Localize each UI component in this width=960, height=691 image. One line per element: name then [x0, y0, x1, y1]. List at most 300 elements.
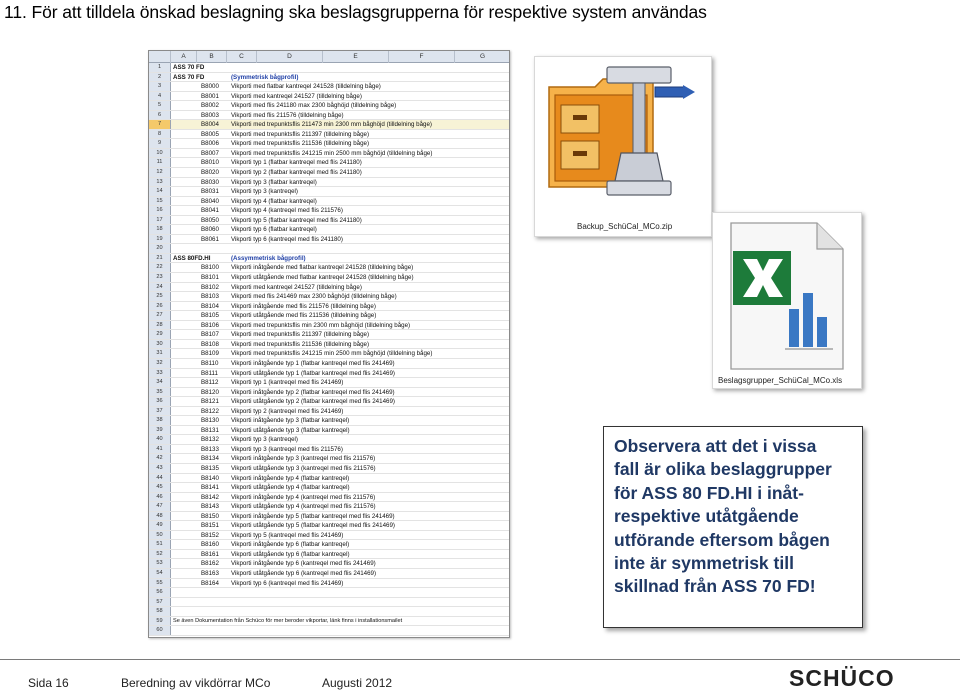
column-header: C: [227, 51, 257, 63]
cell-c1: [171, 445, 197, 454]
row-number: 60: [149, 626, 171, 635]
cell-c1: [171, 273, 197, 282]
row-number: 28: [149, 321, 171, 330]
page-heading: 11. För att tilldela önskad beslagning ska beslagsgrupperna för respektive system användas: [4, 2, 707, 22]
table-row: [149, 111, 509, 121]
cell-c1: [171, 330, 197, 339]
cell-c2: B8142: [201, 493, 219, 501]
cell-c3: Vikporti utåtgående typ 2 (flatbar kantreqel med flis 241469): [231, 398, 395, 406]
cell-c1: [171, 225, 197, 234]
cell-c3: Vikporti typ 3 (kantreqel med flis 211576): [231, 445, 343, 453]
row-number: 17: [149, 216, 171, 225]
table-row: [149, 512, 509, 522]
cell-c2: B8134: [201, 455, 219, 463]
row-number: 12: [149, 168, 171, 177]
cell-c3: Vikporti typ 3 (flatbar kantreqel): [231, 178, 317, 186]
table-row: [149, 235, 509, 245]
cell-c1: [171, 340, 197, 349]
cell-c2: B8102: [201, 283, 219, 291]
cell-c2: B8050: [201, 216, 219, 224]
row-number: 57: [149, 598, 171, 607]
cell-c3: Vikporti utåtgående typ 6 (flatbar kantreqel): [231, 550, 350, 558]
row-number: 27: [149, 311, 171, 320]
row-number: 1: [149, 63, 171, 72]
cell-c1: [171, 197, 197, 206]
table-row: [149, 369, 509, 379]
cell-c2: B8007: [201, 149, 219, 157]
table-row: [149, 445, 509, 455]
cell-c1: [171, 569, 197, 578]
corner-cell: [149, 51, 171, 63]
table-row: [149, 359, 509, 369]
cell-c3: Vikporti inåtgående typ 3 (kantreqel med flis 211576): [231, 455, 376, 463]
row-number: 34: [149, 378, 171, 387]
cell-c3: Vikporti inåtgående typ 4 (flatbar kantreqel): [231, 474, 350, 482]
cell-c1: [171, 130, 197, 139]
cell-c2: B8131: [201, 426, 219, 434]
cell-c2: B8151: [201, 522, 219, 530]
table-row: [149, 607, 509, 617]
table-row: [149, 435, 509, 445]
spreadsheet-screenshot: [148, 50, 510, 638]
cell-c3: Vikporti med trepunktsflis 211536 (tilldelning båge): [231, 340, 370, 348]
cell-c1: [171, 302, 197, 311]
row-number: 15: [149, 197, 171, 206]
cell-c2: B8160: [201, 541, 219, 549]
cell-c1: [171, 598, 197, 607]
cell-c3: Vikporti med trepunktsflis 211397 (tilldelning båge): [231, 331, 370, 339]
row-number: 2: [149, 73, 171, 82]
cell-c2: B8112: [201, 379, 219, 387]
cell-c3: Vikporti med trepunktsflis 241215 min 2500 mm båghöjd (tilldelning båge): [231, 149, 433, 157]
cell-c1: [171, 206, 197, 215]
table-row: [149, 254, 509, 264]
footer-document-title: Beredning av vikdörrar MCo: [121, 676, 271, 690]
table-row: [149, 521, 509, 531]
row-number: 33: [149, 369, 171, 378]
row-number: 21: [149, 254, 171, 263]
table-row: [149, 292, 509, 302]
cell-c1: [171, 426, 197, 435]
column-header: E: [323, 51, 389, 63]
cell-c2: B8122: [201, 407, 219, 415]
table-row: [149, 244, 509, 254]
table-row: [149, 311, 509, 321]
cell-c2: [197, 626, 227, 635]
table-row: [149, 197, 509, 207]
cell-c2: B8108: [201, 340, 219, 348]
row-number: 46: [149, 493, 171, 502]
row-number: 51: [149, 540, 171, 549]
table-row: [149, 397, 509, 407]
row-number: 59: [149, 617, 171, 626]
row-number: 25: [149, 292, 171, 301]
footer-divider: [0, 659, 960, 660]
cell-c1: [171, 521, 197, 530]
cell-c3: Vikporti typ 6 (flatbar kantreqel): [231, 226, 317, 234]
cell-c3: Vikporti utåtgående typ 4 (flatbar kantreqel): [231, 484, 350, 492]
cell-c3: Vikporti typ 4 (kantreqel med flis 211576): [231, 207, 343, 215]
cell-c2: B8120: [201, 388, 219, 396]
cell-c1: ASS 70 FD: [173, 73, 205, 81]
cell-c2: B8132: [201, 436, 219, 444]
row-number: 5: [149, 101, 171, 110]
cell-c3: [227, 598, 509, 607]
table-row: [149, 321, 509, 331]
zip-file-card: [534, 56, 712, 237]
cell-c2: B8031: [201, 188, 219, 196]
cell-c1: ASS 70 FD: [173, 64, 205, 71]
row-number: 18: [149, 225, 171, 234]
cell-c2: B8143: [201, 503, 219, 511]
column-header: B: [197, 51, 227, 63]
table-row: [149, 178, 509, 188]
cell-c1: [171, 158, 197, 167]
cell-c1: [171, 588, 197, 597]
table-row: [149, 493, 509, 503]
cell-c3: [227, 607, 509, 616]
row-number: 11: [149, 158, 171, 167]
xls-file-label: Beslagsgrupper_SchüCal_MCo.xls: [718, 376, 843, 385]
cell-c2: [197, 588, 227, 597]
cell-c2: B8001: [201, 92, 219, 100]
table-row: [149, 302, 509, 312]
row-number: 22: [149, 263, 171, 272]
column-header: F: [389, 51, 455, 63]
cell-c3: Vikporti med trepunktsflis 211536 (tilldelning båge): [231, 140, 370, 148]
cell-c3: Vikporti med trepunktsflis 211397 (tilldelning båge): [231, 130, 370, 138]
excel-file-icon: [713, 213, 863, 373]
cell-c3: [227, 626, 509, 635]
table-row: [149, 187, 509, 197]
row-number: 42: [149, 454, 171, 463]
row-number: 55: [149, 579, 171, 588]
cell-c1: [171, 187, 197, 196]
cell-c3: Vikporti utåtgående typ 3 (flatbar kantreqel): [231, 426, 350, 434]
cell-c3: [227, 63, 509, 72]
callout-line: Observera att det i vissa: [614, 436, 817, 456]
callout-line: skillnad från ASS 70 FD!: [614, 576, 816, 597]
cell-c3: Vikporti inåtgående typ 4 (kantreqel med flis 211576): [231, 493, 376, 501]
table-row: [149, 454, 509, 464]
cell-c3: Vikporti utåtgående typ 3 (kantreqel med flis 211576): [231, 464, 376, 472]
row-number: 43: [149, 464, 171, 473]
cell-c3: Vikporti med trepunktsflis 211473 min 2300 mm båghöjd (tilldelning båge): [231, 121, 432, 129]
cell-c3: Vikporti typ 6 (kantreqel med flis 241469): [231, 579, 344, 587]
row-number: 56: [149, 588, 171, 597]
cell-c2: B8060: [201, 226, 219, 234]
cell-c2: B8121: [201, 398, 219, 406]
table-row: [149, 559, 509, 569]
cell-c3: Vikporti inåtgående typ 6 (kantreqel med flis 241469): [231, 560, 376, 568]
table-row: [149, 617, 509, 627]
table-row: [149, 206, 509, 216]
row-number: 49: [149, 521, 171, 530]
footer-date: Augusti 2012: [322, 676, 393, 690]
schuco-logo-text: SCHÜCO: [789, 665, 895, 689]
row-number: 26: [149, 302, 171, 311]
row-number: 35: [149, 388, 171, 397]
cell-c2: B8030: [201, 178, 219, 186]
cell-c3: (Assymmetrisk bågprofil): [231, 254, 306, 262]
table-row: [149, 82, 509, 92]
row-number: 4: [149, 92, 171, 101]
cell-c1: [171, 559, 197, 568]
cell-c1: ASS 80FD.HI: [173, 254, 211, 262]
cell-c3: Vikporti inåtgående typ 6 (flatbar kantreqel): [231, 541, 350, 549]
row-number: 19: [149, 235, 171, 244]
cell-c1: [171, 244, 197, 253]
cell-c2: [197, 244, 227, 253]
cell-c2: B8041: [201, 207, 219, 215]
table-row: [149, 598, 509, 608]
cell-c3: Vikporti typ 3 (kantreqel): [231, 436, 298, 444]
row-number: 10: [149, 149, 171, 158]
cell-c2: B8133: [201, 445, 219, 453]
cell-c1: [171, 311, 197, 320]
table-row: [149, 540, 509, 550]
cell-c3: Vikporti med trepunktsflis 241215 min 2500 mm båghöjd (tilldelning båge): [231, 350, 433, 358]
row-number: 38: [149, 416, 171, 425]
column-header-row: [149, 51, 509, 63]
table-row: [149, 92, 509, 102]
cell-c3: Vikporti med kantreqel 241527 (tilldelning båge): [231, 92, 362, 100]
table-row: [149, 378, 509, 388]
cell-c3: Vikporti utåtgående typ 1 (flatbar kantreqel med flis 241469): [231, 369, 395, 377]
cell-c2: B8106: [201, 321, 219, 329]
cell-c1: [171, 120, 197, 129]
winzip-icon: [535, 57, 713, 217]
cell-c3: Vikporti inåtgående typ 3 (flatbar kantreqel): [231, 417, 350, 425]
cell-c3: Vikporti inåtgående typ 1 (flatbar kantreqel med flis 241469): [231, 359, 395, 367]
cell-c3: Vikporti typ 6 (kantreqel med flis 241180): [231, 235, 343, 243]
callout-line: fall är olika beslaggrupper: [614, 459, 832, 480]
cell-c2: B8010: [201, 159, 219, 167]
cell-c3: Vikporti typ 5 (flatbar kantreqel med flis 241180): [231, 216, 362, 224]
column-header: G: [455, 51, 510, 63]
row-number: 14: [149, 187, 171, 196]
row-number: 20: [149, 244, 171, 253]
cell-c2: [197, 73, 227, 82]
cell-c3: Vikporti med kantreqel 241527 (tilldelning båge): [231, 283, 362, 291]
cell-c1: [171, 235, 197, 244]
cell-c2: B8002: [201, 102, 219, 110]
row-number: 6: [149, 111, 171, 120]
row-number: 23: [149, 273, 171, 282]
cell-c2: B8162: [201, 560, 219, 568]
cell-c1: [171, 168, 197, 177]
table-row: [149, 120, 509, 130]
cell-c3: Vikporti typ 1 (flatbar kantreqel med flis 241180): [231, 159, 362, 167]
table-row: [149, 464, 509, 474]
table-row: [149, 416, 509, 426]
cell-c1: [171, 454, 197, 463]
cell-c3: Vikporti med trepunktsflis min 2300 mm båghöjd (tilldelning båge): [231, 321, 411, 329]
cell-c1: [171, 149, 197, 158]
cell-c1: [171, 349, 197, 358]
table-row: [149, 168, 509, 178]
cell-c2: B8020: [201, 169, 219, 177]
cell-c3: Vikporti typ 2 (flatbar kantreqel med flis 241180): [231, 169, 362, 177]
table-row: [149, 550, 509, 560]
table-row: [149, 388, 509, 398]
table-row: [149, 569, 509, 579]
cell-c1: [171, 512, 197, 521]
cell-c2: B8141: [201, 484, 219, 492]
cell-c2: B8111: [201, 369, 218, 377]
cell-c3: Vikporti med flis 211576 (tilldelning båge): [231, 111, 344, 119]
cell-c1: [171, 607, 197, 616]
cell-c2: B8040: [201, 197, 219, 205]
table-row: [149, 216, 509, 226]
cell-c2: B8101: [201, 274, 219, 282]
cell-c3: Vikporti utåtgående typ 4 (kantreqel med flis 211576): [231, 503, 376, 511]
cell-c1: [171, 283, 197, 292]
zip-file-label: Backup_SchüCal_MCo.zip: [577, 222, 673, 231]
row-number: 54: [149, 569, 171, 578]
row-number: 29: [149, 330, 171, 339]
table-row: [149, 63, 509, 73]
cell-c3: (Symmetrisk bågprofil): [231, 73, 299, 81]
row-number: 39: [149, 426, 171, 435]
table-row: [149, 340, 509, 350]
table-row: [149, 139, 509, 149]
row-number: 13: [149, 178, 171, 187]
cell-c3: Vikporti typ 2 (kantreqel med flis 241469): [231, 407, 344, 415]
row-number: 8: [149, 130, 171, 139]
cell-c1: [171, 579, 197, 588]
table-row: [149, 283, 509, 293]
cell-c1: [171, 626, 197, 635]
cell-c2: B8107: [201, 331, 219, 339]
cell-c2: [197, 607, 227, 616]
table-row: [149, 263, 509, 273]
cell-c3: [227, 588, 509, 597]
table-row: [149, 474, 509, 484]
row-number: 52: [149, 550, 171, 559]
cell-c2: B8100: [201, 264, 219, 272]
schuco-logo: [789, 665, 907, 689]
column-header: A: [171, 51, 197, 63]
table-row: [149, 531, 509, 541]
callout-line: inte är symmetrisk till: [614, 553, 794, 574]
table-row: [149, 579, 509, 589]
table-row: [149, 149, 509, 159]
note-callout: [603, 426, 863, 628]
cell-c3: Vikporti typ 3 (kantreqel): [231, 188, 298, 196]
table-row: [149, 101, 509, 111]
footer-page-number: Sida 16: [28, 676, 69, 690]
row-number: 53: [149, 559, 171, 568]
cell-c2: B8135: [201, 464, 219, 472]
cell-c2: B8109: [201, 350, 219, 358]
cell-c2: B8005: [201, 130, 219, 138]
cell-c2: [197, 63, 227, 72]
cell-c3: [227, 244, 509, 253]
cell-c2: B8140: [201, 474, 219, 482]
cell-c2: B8163: [201, 569, 219, 577]
table-row: [149, 130, 509, 140]
row-number: 30: [149, 340, 171, 349]
cell-c2: [197, 598, 227, 607]
row-number: 44: [149, 474, 171, 483]
row-number: 36: [149, 397, 171, 406]
cell-c3: Vikporti typ 1 (kantreqel med flis 241469): [231, 379, 344, 387]
cell-c2: B8000: [201, 83, 219, 91]
cell-c2: B8150: [201, 512, 219, 520]
spreadsheet-rows: [149, 63, 509, 636]
table-row: [149, 426, 509, 436]
callout-line: respektive utåtgående: [614, 506, 799, 527]
row-number: 16: [149, 206, 171, 215]
cell-c1: [171, 139, 197, 148]
cell-c1: [171, 416, 197, 425]
cell-c2: B8104: [201, 302, 219, 310]
callout-line: för ASS 80 FD.HI i inåt-: [614, 482, 804, 503]
cell-c2: B8061: [201, 235, 219, 243]
table-row: [149, 502, 509, 512]
cell-c1: [171, 321, 197, 330]
cell-c3: Vikporti inåtgående typ 2 (flatbar kantreqel med flis 241469): [231, 388, 395, 396]
row-number: 40: [149, 435, 171, 444]
row-number: 24: [149, 283, 171, 292]
cell-c1: [171, 435, 197, 444]
table-row: [149, 273, 509, 283]
cell-c2: B8006: [201, 140, 219, 148]
cell-c3: Vikporti inåtgående med flis 211576 (tilldelning båge): [231, 302, 376, 310]
cell-c1: [171, 464, 197, 473]
row-number: 37: [149, 407, 171, 416]
row-number: 9: [149, 139, 171, 148]
cell-c1: [171, 101, 197, 110]
cell-c3: Vikporti med flis 241469 max 2300 båghöjd (tilldelning båge): [231, 293, 397, 301]
cell-c1: [171, 178, 197, 187]
column-header: D: [257, 51, 323, 63]
cell-c1: [171, 397, 197, 406]
table-row: [149, 158, 509, 168]
cell-c1: [171, 216, 197, 225]
cell-c2: B8164: [201, 579, 219, 587]
cell-c3: Vikporti inåtgående typ 5 (flatbar kantreqel med flis 241469): [231, 512, 395, 520]
cell-c1: [171, 502, 197, 511]
cell-c3: Vikporti typ 4 (flatbar kantreqel): [231, 197, 317, 205]
cell-c3: Vikporti med flatbar kantreqel 241528 (tilldelning båge): [231, 83, 381, 91]
row-number: 7: [149, 120, 171, 129]
row-number: 58: [149, 607, 171, 616]
table-row: [149, 588, 509, 598]
cell-c1: [171, 388, 197, 397]
cell-note: Se även Dokumentation från Schüco för mer beroder vikportar, länk finns i installationsmailet: [173, 617, 403, 624]
cell-c1: [171, 111, 197, 120]
cell-c2: B8161: [201, 550, 219, 558]
cell-c1: [171, 493, 197, 502]
cell-c2: B8110: [201, 359, 219, 367]
cell-c2: B8105: [201, 312, 219, 320]
cell-c2: B8103: [201, 293, 219, 301]
cell-c3: Vikporti utåtgående typ 5 (flatbar kantreqel med flis 241469): [231, 522, 395, 530]
xls-file-card: [712, 212, 862, 389]
row-number: 50: [149, 531, 171, 540]
cell-c1: [171, 378, 197, 387]
table-row: [149, 73, 509, 83]
table-row: [149, 330, 509, 340]
table-row: [149, 626, 509, 636]
cell-c2: [197, 254, 227, 263]
cell-c1: [171, 540, 197, 549]
table-row: [149, 225, 509, 235]
cell-c3: Vikporti typ 5 (kantreqel med flis 241469): [231, 531, 344, 539]
cell-c2: B8004: [201, 121, 219, 129]
